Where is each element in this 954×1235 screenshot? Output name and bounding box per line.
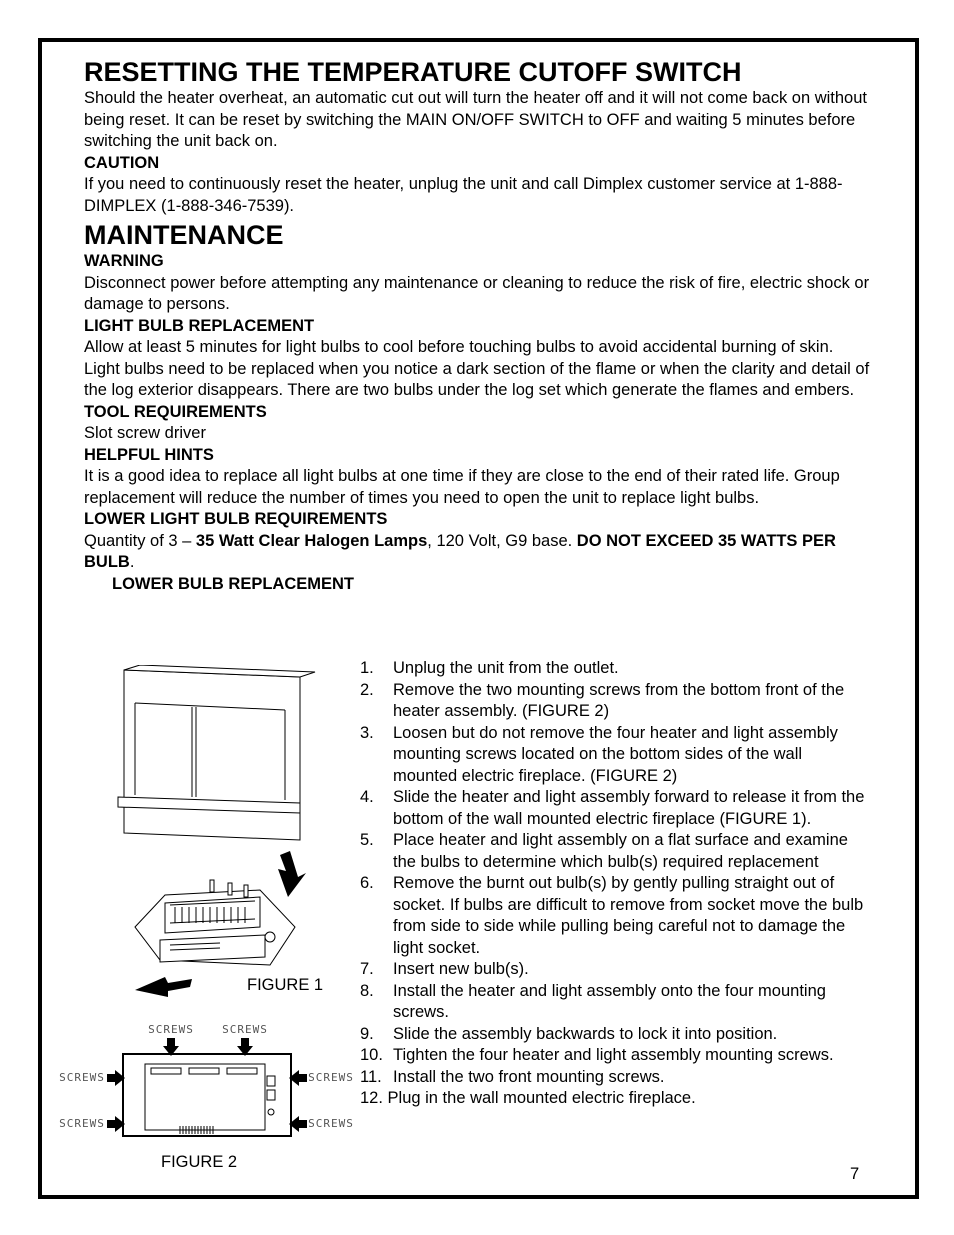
step-item: 3. Loosen but do not remove the four heater and light assembly mounting screws located on the bottom sides of the wall mounted electric fireplace. (FIGURE 2) (360, 723, 838, 785)
step-item: 8. Install the heater and light assembly onto the four mounting screws. (360, 981, 826, 1021)
section-title-reset: RESETTING THE TEMPERATURE CUTOFF SWITCH (84, 57, 742, 87)
step-item: 6. Remove the burnt out bulb(s) by gently pulling straight out of socket. If bulbs are difficult to remove from socket move the bulb from side to side while pulling being careful not to damage the light socket. (360, 874, 864, 957)
screws-label-left-upper: SCREWS (59, 1071, 105, 1084)
page-content (84, 56, 874, 595)
screws-label-right-lower: SCREWS (308, 1117, 354, 1130)
screws-label-top-left: SCREWS (148, 1023, 194, 1036)
screws-label-right-upper: SCREWS (308, 1071, 354, 1084)
warning-paragraph: Disconnect power before attempting any maintenance or cleaning to reduce the risk of fire, electric shock or damage to persons. (84, 273, 870, 313)
lower-req-mid: , 120 Volt, G9 base. (427, 531, 577, 550)
hints-paragraph: It is a good idea to replace all light bulbs at one time if they are close to the end of their rated life. Group replacement will reduce the number of times you need to open the unit to replace light bulbs. (84, 467, 840, 507)
hints-heading: HELPFUL HINTS (84, 445, 214, 464)
step-item: 4. Slide the heater and light assembly forward to release it from the bottom of the wall mounted electric fireplace (FIGURE 1). (360, 788, 865, 828)
step-item: 11. Install the two front mounting screws. (360, 1067, 665, 1086)
lower-replacement-heading: LOWER BULB REPLACEMENT (112, 574, 354, 593)
section-title-maintenance: MAINTENANCE (84, 220, 284, 250)
reset-paragraph: Should the heater overheat, an automatic cut out will turn the heater off and it will not come back on without being reset. It can be reset by switching the MAIN ON/OFF SWITCH to OFF and waiting 5 minutes before switching the unit back on. (84, 89, 867, 150)
bulb-paragraph-1: Allow at least 5 minutes for light bulbs to cool before touching bulbs to avoid accidental burning of skin. (84, 338, 834, 356)
lower-req-heading: LOWER LIGHT BULB REQUIREMENTS (84, 510, 388, 528)
figure-2-caption: FIGURE 2 (161, 1153, 238, 1171)
lower-req-end: . (129, 553, 135, 571)
lower-req-bold-1: 35 Watt Clear Halogen Lamps (195, 531, 428, 550)
screws-label-left-lower: SCREWS (59, 1117, 105, 1130)
tool-paragraph: Slot screw driver (84, 424, 206, 442)
page-number: 7 (850, 1165, 860, 1183)
replacement-steps (360, 658, 870, 1110)
warning-heading: WARNING (84, 252, 164, 270)
step-item: 12. Plug in the wall mounted electric fireplace. (360, 1089, 696, 1107)
step-item: 7. Insert new bulb(s). (360, 960, 529, 978)
arrow-down-icon (278, 851, 306, 897)
lower-req-bold-2: DO NOT EXCEED 35 WATTS PER BULB (84, 531, 836, 571)
lower-req-pre: Quantity of 3 – (84, 531, 196, 550)
step-item: 9. Slide the assembly backwards to lock it into position. (360, 1024, 778, 1043)
caution-paragraph: If you need to continuously reset the heater, unplug the unit and call Dimplex customer service at 1-888-DIMPLEX (1-888-346-7539). (84, 175, 843, 215)
step-item: 1. Unplug the unit from the outlet. (360, 659, 619, 677)
figure-1-illustration (110, 665, 350, 1000)
lower-req-paragraph (84, 531, 874, 574)
step-item: 10. Tighten the four heater and light assembly mounting screws. (360, 1046, 834, 1064)
figure-1-caption: FIGURE 1 (247, 976, 324, 994)
step-item: 2. Remove the two mounting screws from the bottom front of the heater assembly. (FIGURE 2) (360, 680, 845, 720)
bulb-paragraph-2: Light bulbs need to be replaced when you notice a dark section of the flame or when the clarity and detail of the log exterior disappears. There are two bulbs under the log set which generate the flames and embers. (84, 359, 870, 399)
bulb-replacement-heading: LIGHT BULB REPLACEMENT (84, 316, 315, 335)
step-item: 5. Place heater and light assembly on a flat surface and examine the bulbs to determine which bulb(s) required replacement (360, 831, 848, 871)
tool-heading: TOOL REQUIREMENTS (84, 402, 267, 421)
figure-2-illustration (55, 1018, 365, 1143)
arrow-left-icon (135, 977, 192, 997)
caution-heading: CAUTION (84, 153, 160, 172)
screws-label-top-right: SCREWS (222, 1023, 268, 1036)
